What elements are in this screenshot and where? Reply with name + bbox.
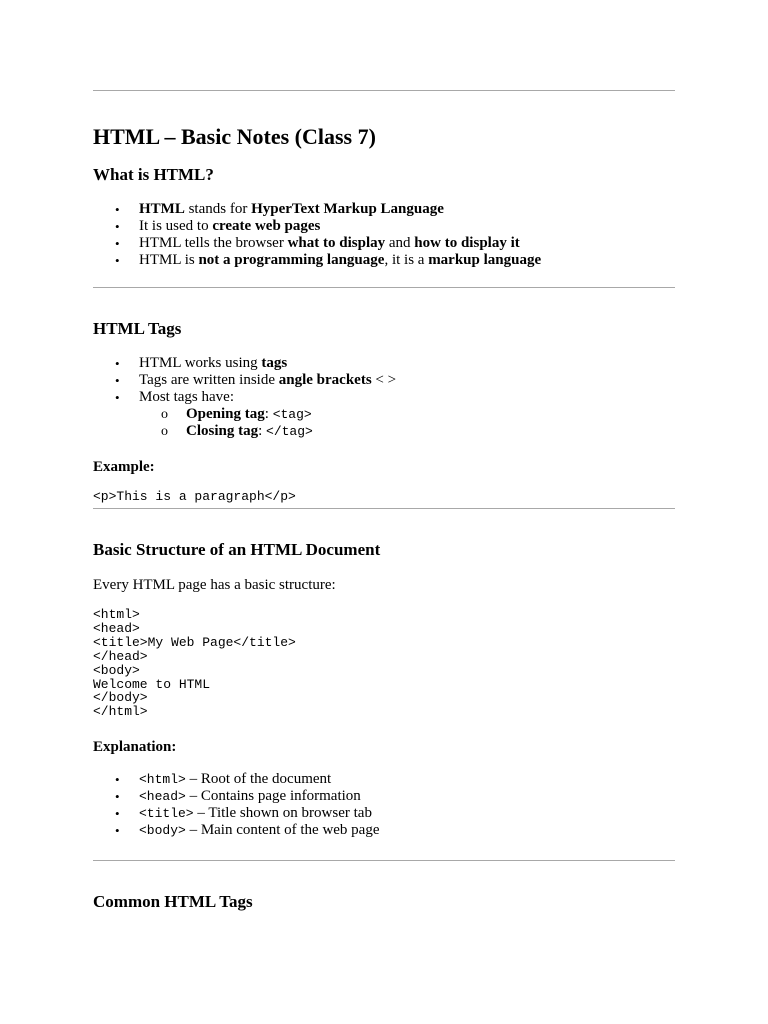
html-tags-list bbox=[93, 355, 396, 406]
example-label: Example: bbox=[93, 459, 155, 475]
circle-bullet-icon: o bbox=[161, 407, 168, 422]
list-item: • <title> – Title shown on browser tab bbox=[115, 805, 372, 821]
list-item: • <html> – Root of the document bbox=[115, 771, 332, 787]
section-heading-html-tags: HTML Tags bbox=[93, 319, 182, 338]
bullet-icon: • bbox=[115, 253, 120, 268]
list-item: • Tags are written inside angle brackets < > bbox=[115, 372, 397, 388]
example-code: <p>This is a paragraph</p> bbox=[93, 489, 296, 504]
bullet-icon: • bbox=[115, 373, 120, 388]
list-item: • HTML is not a programming language, it is a markup language bbox=[115, 252, 542, 268]
bullet-icon: • bbox=[115, 202, 120, 217]
divider bbox=[93, 508, 675, 509]
bullet-icon: • bbox=[115, 823, 120, 838]
list-item: • Most tags have: bbox=[115, 389, 234, 405]
explanation-label: Explanation: bbox=[93, 739, 177, 755]
bullet-icon: • bbox=[115, 356, 120, 371]
what-is-html-list bbox=[93, 201, 541, 269]
divider bbox=[93, 860, 675, 861]
bullet-icon: • bbox=[115, 789, 120, 804]
circle-bullet-icon: o bbox=[161, 424, 168, 439]
list-item: • HTML works using tags bbox=[115, 355, 288, 371]
bullet-icon: • bbox=[115, 806, 120, 821]
structure-intro: Every HTML page has a basic structure: bbox=[93, 577, 336, 593]
structure-code-block: <html> <head> <title>My Web Page</title> </head> <body> Welcome to HTML </body> </html> bbox=[93, 607, 296, 720]
list-item: • <body> – Main content of the web page bbox=[115, 822, 380, 838]
section-heading-common-tags: Common HTML Tags bbox=[93, 892, 253, 911]
bullet-icon: • bbox=[115, 236, 120, 251]
section-heading-what-is-html: What is HTML? bbox=[93, 165, 214, 184]
list-item: • <head> – Contains page information bbox=[115, 788, 361, 804]
divider bbox=[93, 90, 675, 91]
sub-list-item: o Closing tag: </tag> bbox=[161, 423, 313, 439]
page-title: HTML – Basic Notes (Class 7) bbox=[93, 124, 376, 149]
list-item: • It is used to create web pages bbox=[115, 218, 321, 234]
list-item: • HTML stands for HyperText Markup Language bbox=[115, 201, 444, 217]
tag-types-sublist bbox=[93, 406, 313, 440]
explanation-list bbox=[93, 771, 380, 839]
bullet-icon: • bbox=[115, 219, 120, 234]
bullet-icon: • bbox=[115, 772, 120, 787]
list-item: • HTML tells the browser what to display and how to display it bbox=[115, 235, 520, 251]
divider bbox=[93, 287, 675, 288]
bullet-icon: • bbox=[115, 390, 120, 405]
sub-list-item: o Opening tag: <tag> bbox=[161, 406, 312, 422]
section-heading-basic-structure: Basic Structure of an HTML Document bbox=[93, 540, 381, 559]
